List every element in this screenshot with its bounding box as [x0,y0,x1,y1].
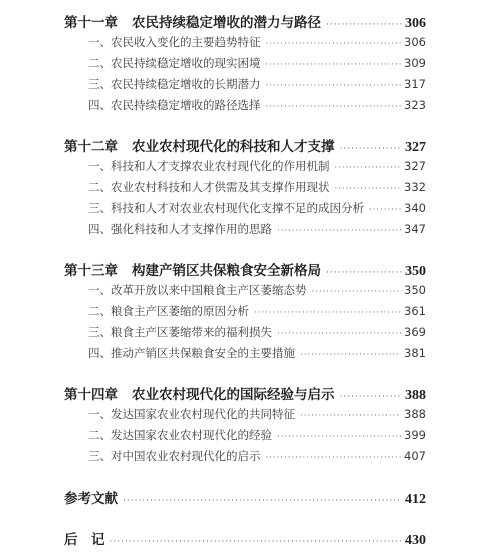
toc-section-14-3[interactable] [88,448,426,464]
dot-leader [340,144,403,154]
section-page-number: 323 [404,98,426,112]
section-page-number: 309 [404,56,426,70]
toc-section-12-4[interactable] [88,221,426,237]
toc-section-13-3[interactable] [88,324,426,340]
toc-chapter-11[interactable] [64,11,426,32]
chapter-title: 农业农村现代化的科技和人才支撑 [132,139,335,155]
dot-leader [266,81,402,91]
dot-leader [335,163,402,173]
chapter-page-number: 327 [405,140,426,155]
chapter-page-number: 388 [405,388,426,403]
section-page-number: 369 [404,325,426,339]
section-title: 三、粮食主产区萎缩带来的福利损失 [88,325,272,339]
toc-afterword[interactable] [64,528,426,549]
section-page-number: 399 [404,428,426,442]
dot-leader [123,496,402,506]
afterword-page-number: 430 [405,533,426,548]
section-title: 四、农民持续稳定增收的路径选择 [88,98,261,112]
section-title: 二、发达国家农业农村现代化的经验 [88,428,272,442]
dot-leader [340,392,403,402]
chapter-number: 第十二章 [64,139,118,155]
dot-leader [277,329,401,339]
dot-leader [110,537,403,547]
afterword-title: 后 记 [64,532,105,548]
toc-section-12-1[interactable] [88,158,426,174]
section-title: 三、对中国农业农村现代化的启示 [88,449,261,463]
toc-chapter-14[interactable] [64,383,426,404]
toc-references[interactable] [64,487,426,508]
chapter-number: 第十四章 [64,387,118,403]
section-page-number: 407 [404,449,426,463]
chapter-title: 农民持续稳定增收的潜力与路径 [132,15,321,31]
dot-leader [266,60,402,70]
section-title: 二、农民持续稳定增收的现实困境 [88,56,261,70]
dot-leader [335,184,402,194]
toc-chapter-12[interactable] [64,135,426,156]
references-page-number: 412 [405,492,426,507]
section-title: 三、科技和人才对农业农村现代化支撑不足的成因分析 [88,201,364,215]
chapter-heading [64,11,321,31]
dot-leader [277,432,401,442]
chapter-heading [64,135,335,155]
section-page-number: 317 [404,77,426,91]
chapter-number: 第十三章 [64,263,118,279]
chapter-title: 农业农村现代化的国际经验与启示 [132,387,335,403]
toc-section-13-4[interactable] [88,345,426,361]
dot-leader [300,350,401,360]
section-title: 二、粮食主产区萎缩的原因分析 [88,304,249,318]
toc-chapter-13[interactable] [64,259,426,280]
chapter-page-number: 306 [405,16,426,31]
dot-leader [326,268,402,278]
toc-section-13-2[interactable] [88,303,426,319]
section-title: 一、发达国家农业农村现代化的共同特征 [88,407,295,421]
section-title: 二、农业农村科技和人才供需及其支撑作用现状 [88,180,330,194]
chapter-number: 第十一章 [64,15,118,31]
toc-section-12-3[interactable] [88,200,426,216]
section-page-number: 381 [404,346,426,360]
toc-section-11-1[interactable] [88,34,426,50]
dot-leader [277,226,401,236]
section-title: 一、改革开放以来中国粮食主产区萎缩态势 [88,283,307,297]
dot-leader [266,39,402,49]
section-page-number: 306 [404,35,426,49]
references-title: 参考文献 [64,491,118,507]
section-title: 一、农民收入变化的主要趋势特征 [88,35,261,49]
toc-section-13-1[interactable] [88,282,426,298]
dot-leader [300,411,401,421]
dot-leader [266,453,402,463]
section-page-number: 332 [404,180,426,194]
toc-section-12-2[interactable] [88,179,426,195]
chapter-page-number: 350 [405,264,426,279]
section-page-number: 388 [404,407,426,421]
toc-section-11-4[interactable] [88,97,426,113]
chapter-title: 构建产销区共保粮食安全新格局 [132,263,321,279]
section-page-number: 347 [404,222,426,236]
chapter-heading [64,259,321,279]
toc-section-11-3[interactable] [88,76,426,92]
section-page-number: 361 [404,304,426,318]
dot-leader [254,308,401,318]
dot-leader [369,205,401,215]
chapter-heading [64,383,335,403]
section-title: 三、农民持续稳定增收的长期潜力 [88,77,261,91]
section-page-number: 340 [404,201,426,215]
section-page-number: 350 [404,283,426,297]
toc-section-14-2[interactable] [88,427,426,443]
section-page-number: 327 [404,159,426,173]
dot-leader [266,102,402,112]
section-title: 一、科技和人才支撑农业农村现代化的作用机制 [88,159,330,173]
dot-leader [326,20,402,30]
section-title: 四、推动产销区共保粮食安全的主要措施 [88,346,295,360]
section-title: 四、强化科技和人才支撑作用的思路 [88,222,272,236]
toc-section-11-2[interactable] [88,55,426,71]
dot-leader [312,287,402,297]
toc-section-14-1[interactable] [88,406,426,422]
